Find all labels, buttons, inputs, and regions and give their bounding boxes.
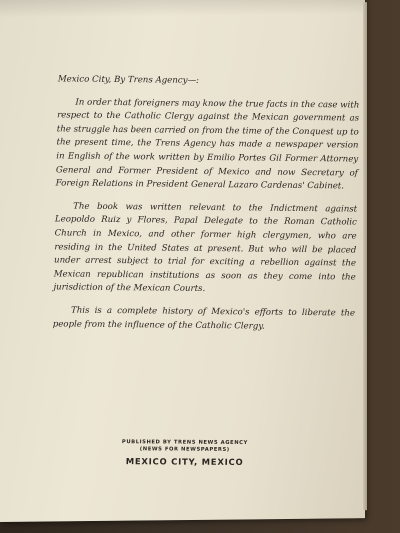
publisher-subtitle: (NEWS FOR NEWSPAPERS): [139, 446, 230, 453]
page-body-text: [52, 73, 360, 343]
paragraph-2: The book was written relevant to the Indictment against Leopoldo Ruiz y Flores, Papal Delegate to the Roman Catholic Church in Mexico, and other former high clergymen, who are residing in the United States at present. But who will be placed under arrest subject to trial for exciting a rebellion against the Mexican republican institutions as soon as they come into the jurisdiction of the Mexican Courts.: [53, 201, 358, 295]
publisher-imprint: [98, 439, 272, 467]
paragraph-3: This is a complete history of Mexico's efforts to liberate the people from the influence of the Catholic Clergy.: [52, 305, 356, 332]
publisher-city: MEXICO CITY, MEXICO: [125, 456, 244, 467]
page-top-shadow: [0, 0, 365, 18]
paragraph-1: In order that foreigners may know the true facts in the case with respect to the Catholic Clergy against the Mexican government as the struggle has been carried on from the time of the Conquest up to the present time, the Trens Agency has made a newspaper version in English of the work written by Emilio Portes Gil Former Attorney General and Former President of Mexico and now Secretary of Foreign Relations in President General Lazaro Cardenas' Cabinet.: [55, 97, 360, 192]
page-edge: [363, 2, 367, 510]
page-heading: Mexico City, By Trens Agency—:: [57, 74, 200, 86]
publisher-line: PUBLISHED BY TRENS NEWS AGENCY: [121, 439, 248, 447]
